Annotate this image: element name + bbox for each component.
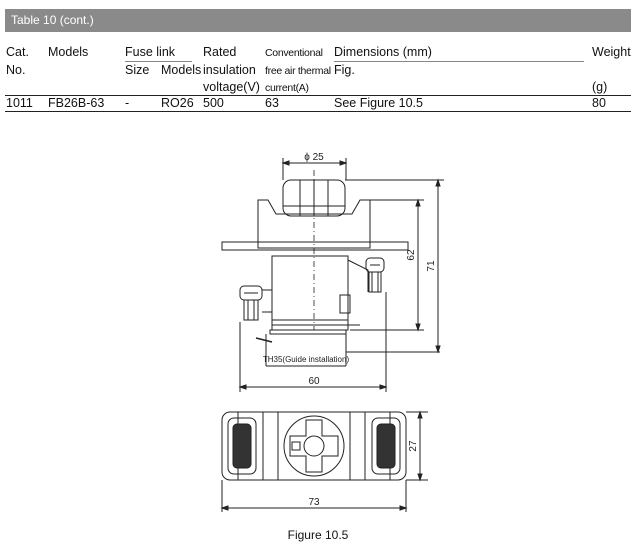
header-current: current(A) — [265, 82, 309, 94]
header-conventional: Conventional — [265, 47, 323, 59]
header-no: No. — [6, 63, 26, 77]
header-fuse-link: Fuse link — [125, 45, 176, 59]
header-weight: Weight — [592, 45, 631, 59]
cell-voltage: 500 — [203, 96, 224, 110]
body — [272, 256, 348, 330]
dim-71-label: 71 — [426, 260, 437, 272]
header-fig: Fig. — [334, 63, 355, 77]
cell-current: 63 — [265, 96, 279, 110]
rail-label: TH35(Guide installation) — [262, 355, 350, 364]
header-free-air: free air thermal — [265, 65, 331, 77]
din-rail — [270, 330, 346, 334]
knob-top — [284, 416, 344, 476]
header-insulation: insulation — [203, 63, 256, 77]
cell-size: - — [125, 96, 130, 110]
dim-73-label: 73 — [308, 497, 320, 508]
flange — [222, 242, 408, 250]
table-title-bar: Table 10 (cont.) — [5, 9, 631, 32]
header-models: Models — [48, 45, 89, 59]
cell-fuse-model: RO26 — [161, 96, 194, 110]
figure-caption: Figure 10.5 — [287, 528, 349, 542]
header-dimensions: Dimensions (mm) — [334, 45, 432, 59]
dim-62-label: 62 — [406, 249, 417, 261]
arrow — [340, 161, 346, 165]
cell-figure-ref: See Figure 10.5 — [334, 96, 423, 110]
header-rated: Rated — [203, 45, 237, 59]
header-fuse-models: Models — [161, 63, 202, 77]
dim-60-label: 60 — [308, 376, 320, 387]
cell-model: FB26B-63 — [48, 96, 105, 110]
header-weight-unit: (g) — [592, 80, 608, 94]
header-size: Size — [125, 63, 150, 77]
header-voltage: voltage(V) — [203, 80, 260, 94]
top-view — [222, 412, 428, 512]
arrow — [283, 161, 289, 165]
cell-cat-no: 1011 — [6, 96, 33, 110]
dim-27-label: 27 — [408, 440, 419, 452]
cell-weight: 80 — [592, 96, 606, 110]
header-cat: Cat. — [6, 45, 29, 59]
dim-diameter-label: ϕ 25 — [304, 152, 324, 163]
